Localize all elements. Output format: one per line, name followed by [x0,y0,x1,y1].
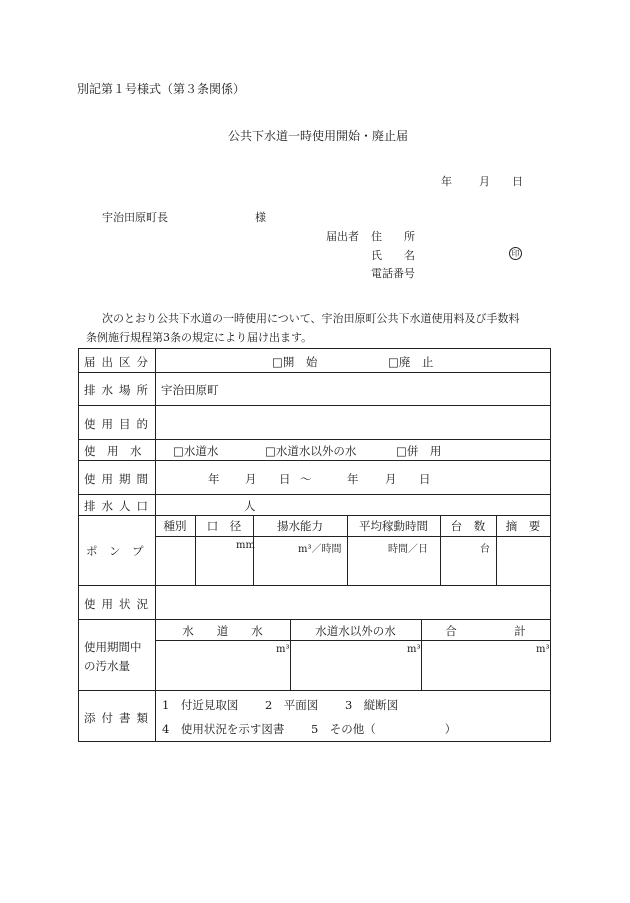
pump-label: ポ ン プ [86,544,144,558]
drain-place-label: 排水場所 [84,383,154,397]
purpose-field[interactable] [160,408,546,436]
water-type-label: 使 用 水 [84,444,142,458]
form-number: 別記第１号様式（第３条関係） [77,82,246,96]
table-rule [78,405,551,406]
sewage-unit-tap: m³ [276,644,290,655]
sewage-label-line1: 使用期間中 [84,640,142,654]
sewage-header-total: 合 計 [445,624,526,638]
pump-unit-hours: 時間／日 [388,544,428,555]
pump-header-remarks: 摘 要 [505,519,541,533]
pump-unit-mm: mm [236,540,255,551]
pump-header-diameter: 口 径 [206,519,242,533]
table-rule [78,690,551,691]
table-rule [78,585,551,586]
intro-line-1: 次のとおり公共下水道の一時使用について、宇治田原町公共下水道使用料及び手数料 [102,312,520,325]
applicant-phone-label: 電話番号 [371,267,415,280]
attachments-line-2: 4 使用状況を示す図書 5 その他（ ） [162,722,457,736]
sewage-unit-total: m³ [536,644,550,655]
status-field[interactable] [160,588,546,616]
table-rule [155,640,551,641]
table-rule [78,439,551,440]
intro-line-2: 条例施行規程第3条の規定により届け出ます。 [86,331,313,344]
sewage-header-other: 水道水以外の水 [315,624,396,638]
period-label: 使用期間 [84,472,154,486]
pump-header-type: 種別 [163,519,187,533]
table-border [78,741,551,742]
date-year-label: 年 [441,175,452,188]
water-option-both[interactable]: □併 用 [396,444,442,458]
purpose-label: 使用目的 [84,417,154,431]
sewage-unit-other: m³ [407,644,421,655]
period-start-day: 日 [279,472,291,486]
water-option-other[interactable]: □水道水以外の水 [265,444,357,458]
table-rule [155,348,156,742]
population-label: 排水人口 [84,499,154,513]
sewage-label-line2: の汚水量 [84,659,130,673]
pump-header-count: 台 数 [450,519,486,533]
table-rule [78,460,551,461]
pump-header-hours: 平均稼動時間 [359,519,428,533]
notification-option-end[interactable]: □廃 止 [388,355,434,369]
attachments-line-1: 1 付近見取図 2 平面図 3 縦断図 [162,698,399,712]
drain-place-value[interactable]: 宇治田原町 [161,383,219,397]
table-border [550,348,551,742]
date-day-label: 日 [512,175,523,188]
table-rule [78,619,551,620]
attachments-label: 添付書類 [84,711,154,725]
period-start-month: 月 [245,472,257,486]
applicant-address-label: 住 所 [371,230,415,243]
table-border [78,348,551,349]
sewage-header-tap: 水 道 水 [182,624,263,638]
pump-header-capacity: 揚水能力 [277,519,323,533]
date-month-label: 月 [479,175,490,188]
water-option-tap[interactable]: □水道水 [173,444,219,458]
applicant-label: 届出者 [326,230,359,243]
table-rule [155,536,551,537]
period-start-year: 年 [208,472,220,486]
period-tilde: ～ [300,472,312,486]
applicant-name-label: 氏 名 [371,249,415,262]
pump-unit-count: 台 [480,544,490,555]
period-end-month: 月 [385,472,397,486]
page-title: 公共下水道一時使用開始・廃止届 [228,129,409,143]
table-rule [78,494,551,495]
population-unit: 人 [244,499,256,513]
status-label: 使用状況 [84,597,154,611]
addressee-honorific: 様 [255,211,266,224]
notification-option-start[interactable]: □開 始 [272,355,318,369]
pump-unit-capacity: m³／時間 [298,544,342,555]
addressee-name: 宇治田原町長 [102,211,168,224]
notification-label: 届出区分 [84,355,154,369]
seal-mark: 印 [509,247,522,260]
table-rule [78,372,551,373]
table-rule [78,515,551,516]
table-border [78,348,79,742]
period-end-day: 日 [419,472,431,486]
period-end-year: 年 [347,472,359,486]
